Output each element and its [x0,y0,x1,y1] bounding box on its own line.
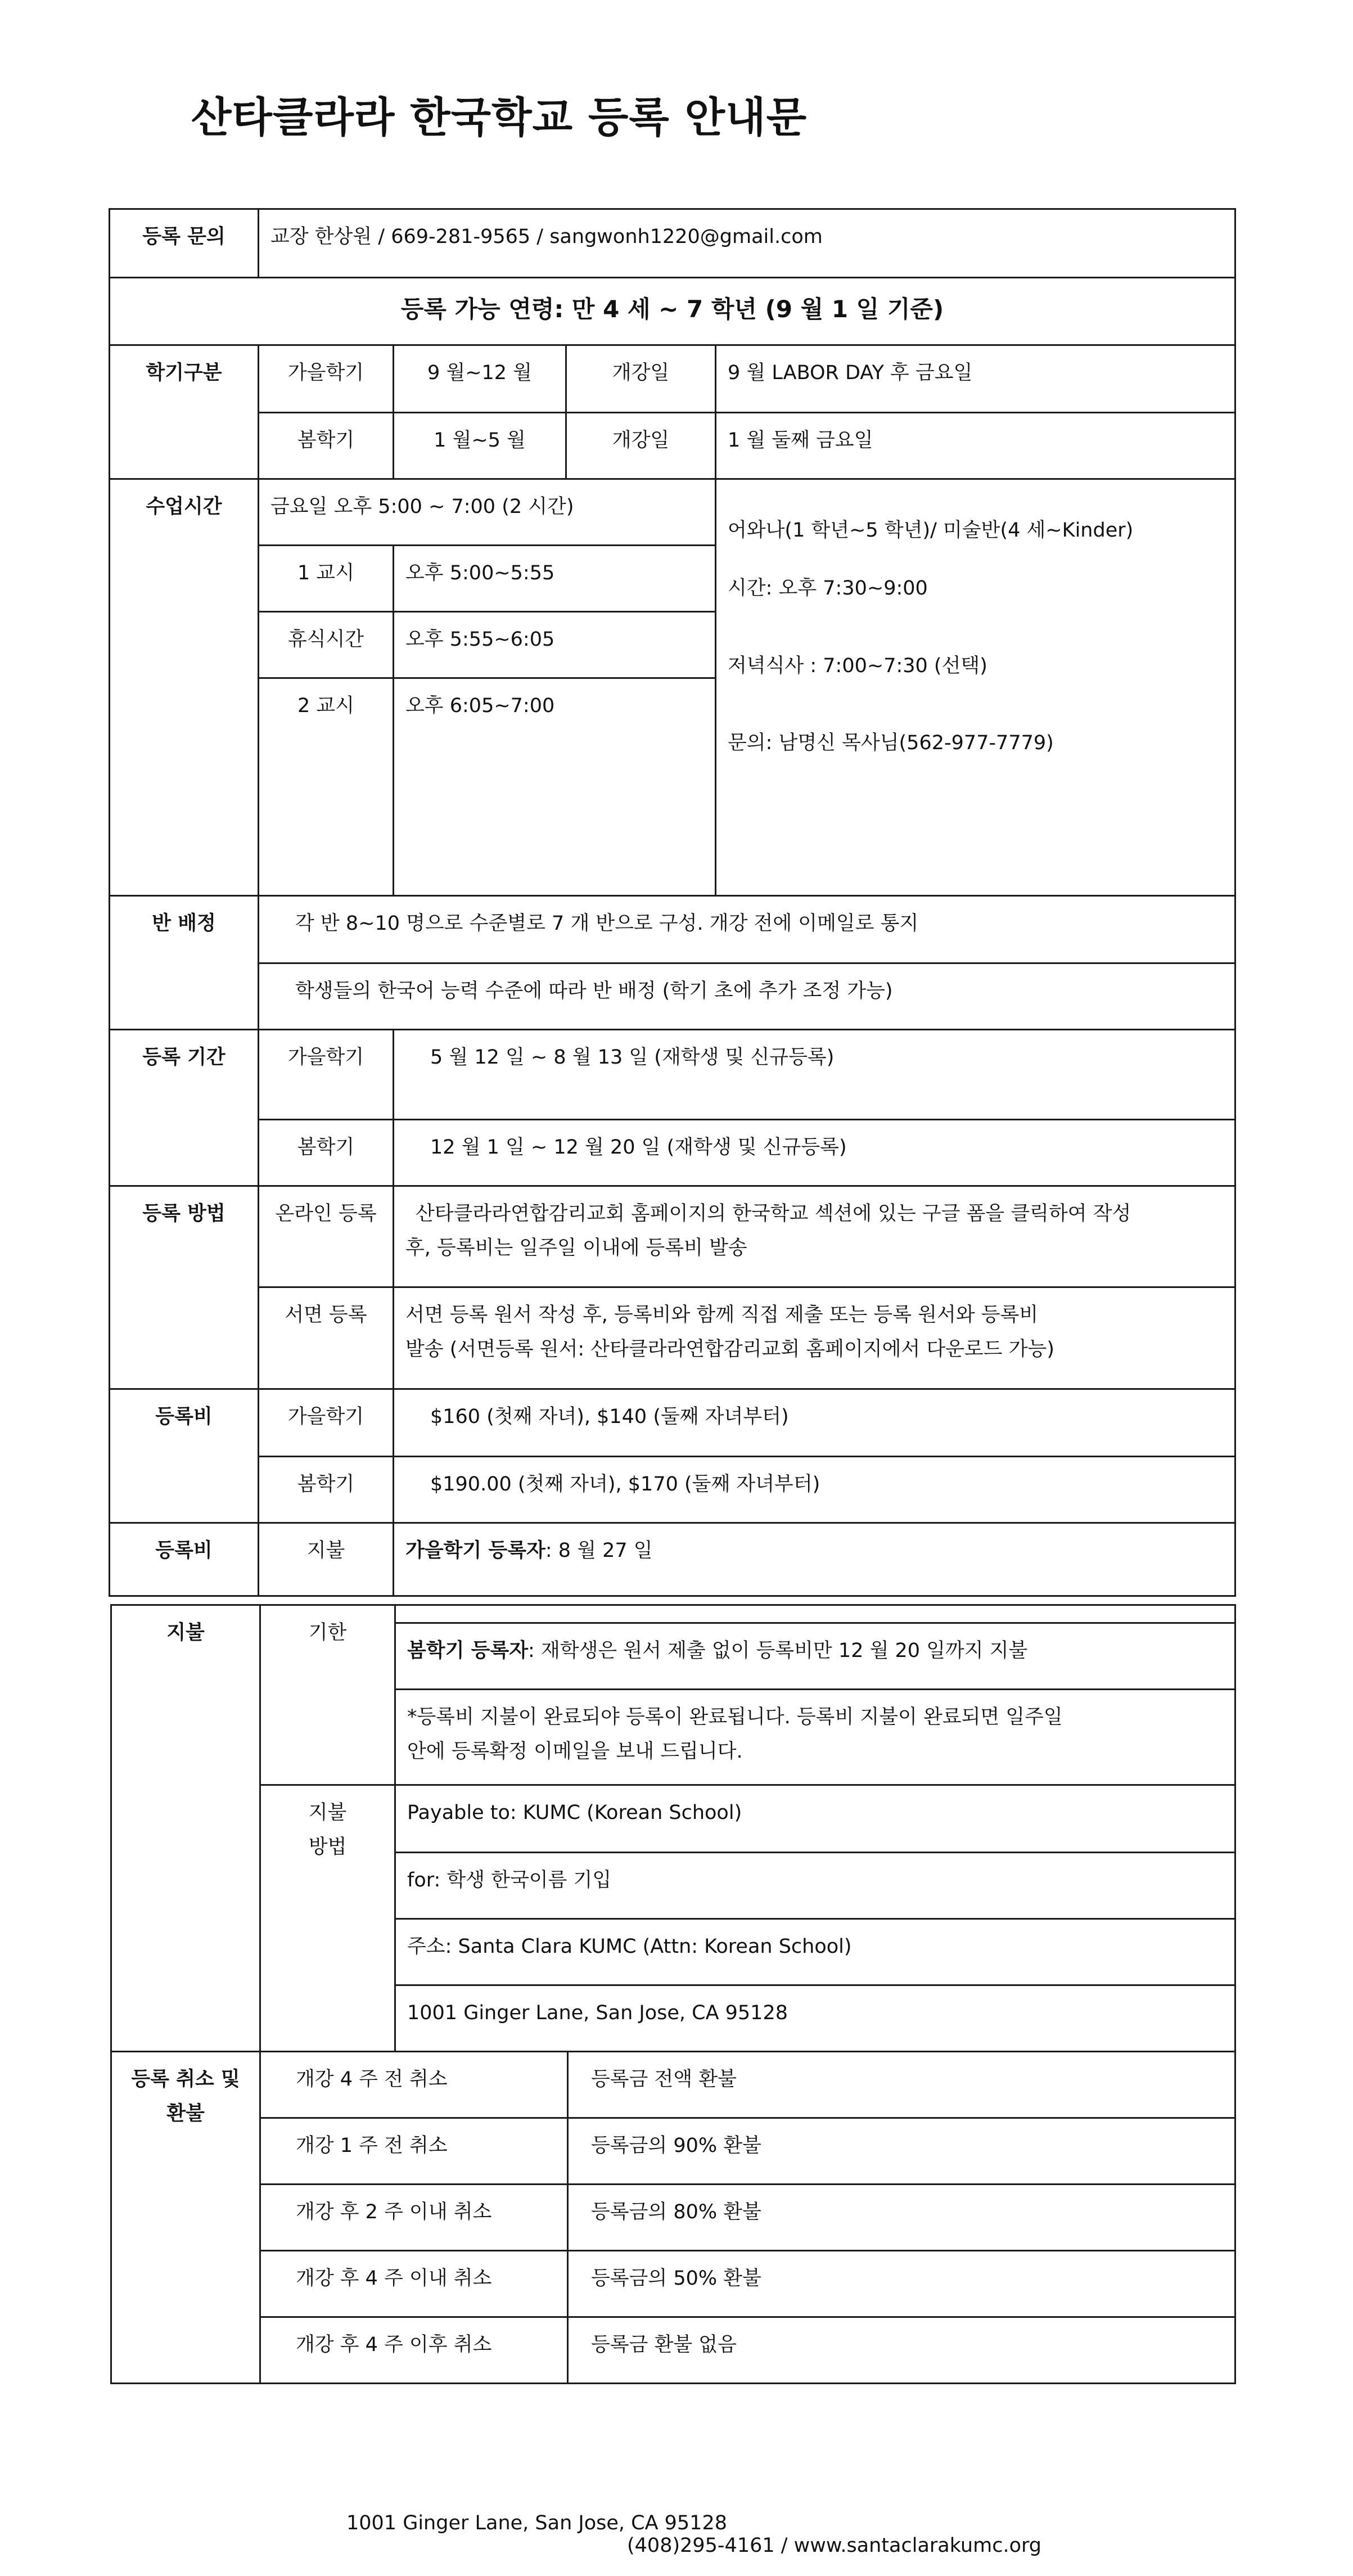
registration-method-label: 등록 방법 [110,1186,259,1389]
fee-semester: 가을학기 [259,1389,394,1457]
mailing-address: 주소: Santa Clara KUMC (Attn: Korean School) [395,1919,1235,1985]
deadline-label: 기한 [260,1605,395,1785]
registration-method-value [394,1186,1235,1287]
period-time: 오후 6:05~7:00 [394,678,716,745]
semester-name: 봄학기 [259,413,394,479]
refund-row [111,2052,1235,2118]
period-name: 1 교시 [259,546,394,612]
fee-label: 등록비 [110,1389,259,1523]
refund-amount: 등록금의 80% 환불 [568,2185,1235,2251]
refund-row [111,2317,1235,2384]
registration-period-name: 가을학기 [259,1030,394,1120]
footer-contact: (408)295-4161 / www.santaclarakumc.org [627,2534,1041,2557]
payment-method-label-line: 지불 [308,1802,347,1824]
inquiry-value: 교장 한상원 / 669-281-9565 / sangwonh1220@gmail.com [259,209,1235,278]
placement-label: 반 배정 [110,896,259,1030]
refund-when: 개강 후 4 주 이후 취소 [260,2317,568,2384]
refund-when: 개강 후 2 주 이내 취소 [260,2185,568,2251]
payment-label: 지불 [111,1605,260,2052]
awana-info [716,479,1235,896]
refund-amount: 등록금 전액 환불 [568,2052,1235,2118]
registration-method-value [394,1287,1235,1389]
refund-label [111,2052,260,2384]
fee-payment-label: 등록비 [110,1523,259,1596]
placement-row [110,896,1235,963]
registration-method-name: 서면 등록 [259,1287,394,1389]
semester-label: 학기구분 [110,345,259,479]
class-time-label: 수업시간 [110,479,259,896]
fee-amount: $160 (첫째 자녀), $140 (둘째 자녀부터) [394,1389,1235,1457]
payment-method-label [260,1785,395,2052]
method-row [110,1186,1235,1287]
semester-row [110,413,1235,479]
semester-months: 9 월~12 월 [394,345,566,413]
semester-months: 1 월~5 월 [394,413,566,479]
refund-label-line: 환불 [166,2102,205,2125]
street-address: 1001 Ginger Lane, San Jose, CA 95128 [395,1985,1235,2052]
memo-line: for: 학생 한국이름 기입 [395,1853,1235,1919]
payment-method-label-line: 방법 [308,1836,347,1859]
inquiry-label: 등록 문의 [110,209,259,278]
registration-period-value: 12 월 1 일 ~ 12 월 20 일 (재학생 및 신규등록) [394,1120,1235,1186]
period-spacer [259,745,394,896]
period-reg-row [110,1030,1235,1120]
age-row [110,278,1235,345]
payment-row [111,1785,1235,1853]
deadline-spacer [395,1605,1235,1623]
method-line: 발송 (서면등록 원서: 산타클라라연합감리교회 홈페이지에서 다운로드 가능) [405,1338,1054,1361]
fee-semester: 봄학기 [259,1457,394,1523]
method-line: 산타클라라연합감리교회 홈페이지의 한국학교 섹션에 있는 구글 폼을 클릭하여 작성 [416,1203,1131,1225]
payment-refund-table [110,1604,1236,2384]
awana-time: 시간: 오후 7:30~9:00 [728,577,928,600]
dinner-time: 저녁식사 : 7:00~7:30 (선택) [728,654,987,677]
spring-deadline [395,1623,1235,1690]
placement-line: 각 반 8~10 명으로 수준별로 7 개 반으로 구성. 개강 전에 이메일로 통지 [259,896,1235,963]
semester-open-label: 개강일 [566,413,716,479]
fall-deadline [394,1523,1235,1596]
method-line: 서면 등록 원서 작성 후, 등록비와 함께 직접 제출 또는 등록 원서와 등록비 [405,1304,1039,1326]
spring-deadline-bold: 봄학기 등록자 [407,1640,529,1662]
fall-deadline-date: : 8 월 27 일 [545,1539,653,1562]
placement-row [110,963,1235,1030]
placement-line: 학생들의 한국어 능력 수준에 따라 반 배정 (학기 초에 추가 조정 가능) [259,963,1235,1030]
semester-open-date: 1 월 둘째 금요일 [716,413,1235,479]
refund-amount: 등록금의 90% 환불 [568,2118,1235,2185]
refund-label-line: 등록 취소 및 [131,2068,240,2091]
fee-row [110,1457,1235,1523]
period-name: 휴식시간 [259,612,394,678]
registration-table [109,208,1236,1597]
fall-deadline-bold: 가을학기 등록자 [405,1539,545,1562]
class-time-summary: 금요일 오후 5:00 ~ 7:00 (2 시간) [259,479,716,546]
payable-to: Payable to: KUMC (Korean School) [395,1785,1235,1853]
inquiry-row [110,209,1235,278]
refund-row [111,2118,1235,2185]
refund-row [111,2251,1235,2317]
semester-open-date: 9 월 LABOR DAY 후 금요일 [716,345,1235,413]
spring-deadline-text: : 재학생은 원서 제출 없이 등록비만 12 월 20 일까지 지불 [528,1640,1028,1662]
registration-period-name: 봄학기 [259,1120,394,1186]
refund-when: 개강 1 주 전 취소 [260,2118,568,2185]
refund-amount: 등록금의 50% 환불 [568,2251,1235,2317]
payment-note-line: *등록비 지불이 완료되야 등록이 완료됩니다. 등록비 지불이 완료되면 일주일 [407,1706,1063,1728]
semester-name: 가을학기 [259,345,394,413]
refund-row [111,2185,1235,2251]
method-line: 후, 등록비는 일주일 이내에 등록비 발송 [405,1237,747,1260]
registration-period-label: 등록 기간 [110,1030,259,1186]
payment-note-line: 안에 등록확정 이메일을 보내 드립니다. [407,1740,743,1763]
class-time-row [110,479,1235,546]
semester-row [110,345,1235,413]
refund-when: 개강 후 4 주 이내 취소 [260,2251,568,2317]
semester-open-label: 개강일 [566,345,716,413]
fee-payment-sub: 지불 [259,1523,394,1596]
awana-program: 어와나(1 학년~5 학년)/ 미술반(4 세~Kinder) [728,519,1134,542]
payment-note [395,1690,1235,1785]
fee-row [110,1389,1235,1457]
registration-period-value: 5 월 12 일 ~ 8 월 13 일 (재학생 및 신규등록) [394,1030,1235,1120]
registration-method-name: 온라인 등록 [259,1186,394,1287]
refund-amount: 등록금 환불 없음 [568,2317,1235,2384]
period-reg-row [110,1120,1235,1186]
period-spacer [394,745,716,896]
method-row [110,1287,1235,1389]
period-time: 오후 5:00~5:55 [394,546,716,612]
payment-row [111,1605,1235,1623]
fee-payment-row [110,1523,1235,1596]
document-title: 산타클라라 한국학교 등록 안내문 [191,93,808,142]
awana-contact: 문의: 남명신 목사님(562-977-7779) [728,731,1054,754]
footer-address: 1001 Ginger Lane, San Jose, CA 95128 [346,2512,727,2534]
period-name: 2 교시 [259,678,394,745]
fee-amount: $190.00 (첫째 자녀), $170 (둘째 자녀부터) [394,1457,1235,1523]
age-eligibility: 등록 가능 연령: 만 4 세 ~ 7 학년 (9 월 1 일 기준) [110,278,1235,345]
refund-when: 개강 4 주 전 취소 [260,2052,568,2118]
period-time: 오후 5:55~6:05 [394,612,716,678]
